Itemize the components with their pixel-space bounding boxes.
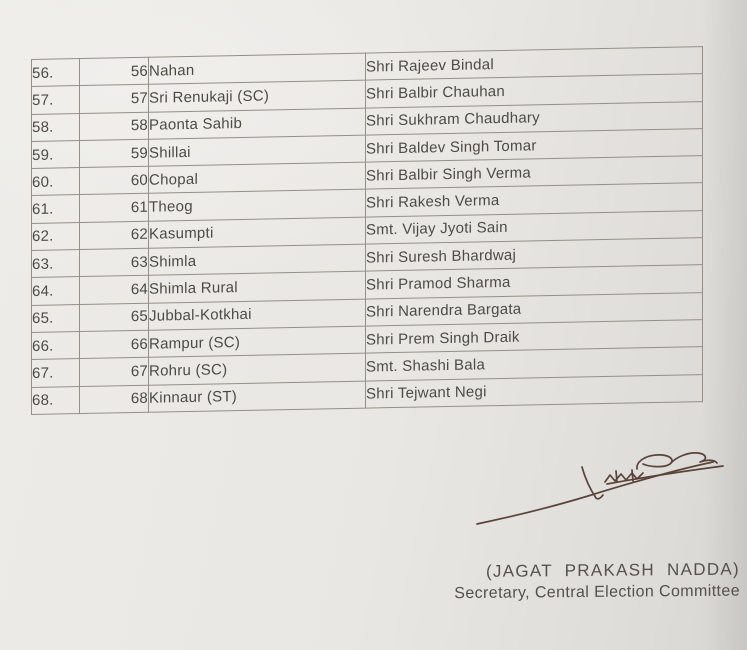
constituency-name-cell: Chopal	[149, 162, 366, 193]
candidate-table	[31, 46, 703, 415]
constituency-number-cell: 65	[80, 303, 149, 332]
constituency-number-cell: 66	[80, 330, 149, 359]
constituency-name-cell: Kasumpti	[149, 217, 366, 248]
constituency-number-cell: 60	[80, 166, 149, 195]
candidate-name-cell: Shri Pramod Sharma	[366, 265, 703, 299]
candidate-name-cell: Shri Balbir Chauhan	[366, 74, 703, 108]
candidate-table-body	[32, 47, 703, 415]
serial-cell: 61.	[32, 195, 80, 223]
signature-icon	[430, 438, 740, 538]
constituency-number-cell: 58	[80, 112, 149, 141]
constituency-name-cell: Shillai	[149, 135, 366, 166]
constituency-name-cell: Paonta Sahib	[149, 108, 366, 139]
candidate-name-cell: Smt. Shashi Bala	[366, 347, 703, 381]
constituency-name-cell: Rampur (SC)	[149, 326, 366, 357]
constituency-name-cell: Rohru (SC)	[149, 353, 366, 384]
constituency-number-cell: 64	[80, 276, 149, 305]
signature	[430, 438, 740, 538]
serial-cell: 57.	[32, 86, 80, 114]
serial-cell: 60.	[32, 168, 80, 196]
serial-cell: 66.	[32, 332, 80, 360]
candidate-name-cell: Smt. Vijay Jyoti Sain	[366, 210, 703, 244]
constituency-name-cell: Theog	[149, 190, 366, 221]
constituency-number-cell: 59	[80, 139, 149, 168]
candidate-name-cell: Shri Baldev Singh Tomar	[366, 128, 703, 162]
constituency-name-cell: Jubbal-Kotkhai	[149, 299, 366, 330]
serial-cell: 67.	[32, 359, 80, 387]
signatory-block	[420, 559, 740, 606]
serial-cell: 58.	[32, 113, 80, 141]
serial-cell: 65.	[32, 304, 80, 332]
candidate-name-cell: Shri Narendra Bargata	[366, 292, 703, 326]
serial-cell: 68.	[32, 386, 80, 414]
serial-cell: 63.	[32, 250, 80, 278]
serial-cell: 62.	[32, 222, 80, 250]
serial-cell: 59.	[32, 140, 80, 168]
constituency-number-cell: 61	[80, 194, 149, 223]
constituency-number-cell: 68	[80, 385, 149, 414]
candidate-name-cell: Shri Balbir Singh Verma	[366, 156, 703, 190]
constituency-name-cell: Nahan	[149, 53, 366, 84]
constituency-name-cell: Shimla Rural	[149, 271, 366, 302]
signatory-name: (JAGAT PRAKASH NADDA)	[485, 559, 740, 581]
candidate-name-cell: Shri Suresh Bhardwaj	[366, 238, 703, 272]
constituency-name-cell: Shimla	[149, 244, 366, 275]
candidate-name-cell: Shri Sukhram Chaudhary	[366, 101, 703, 135]
candidate-name-cell: Shri Rakesh Verma	[366, 183, 703, 217]
constituency-number-cell: 63	[80, 248, 149, 277]
constituency-name-cell: Kinnaur (ST)	[149, 381, 366, 412]
serial-cell: 56.	[32, 59, 80, 87]
signatory-title: Secretary, Central Election Committee	[454, 582, 740, 603]
constituency-number-cell: 67	[80, 358, 149, 387]
serial-cell: 64.	[32, 277, 80, 305]
constituency-name-cell: Sri Renukaji (SC)	[149, 80, 366, 111]
candidate-name-cell: Shri Rajeev Bindal	[366, 47, 703, 81]
candidate-table-wrapper	[31, 46, 703, 415]
constituency-number-cell: 57	[80, 85, 149, 114]
candidate-name-cell: Shri Prem Singh Draik	[366, 320, 703, 354]
candidate-name-cell: Shri Tejwant Negi	[366, 374, 703, 408]
constituency-number-cell: 56	[80, 57, 149, 86]
constituency-number-cell: 62	[80, 221, 149, 250]
